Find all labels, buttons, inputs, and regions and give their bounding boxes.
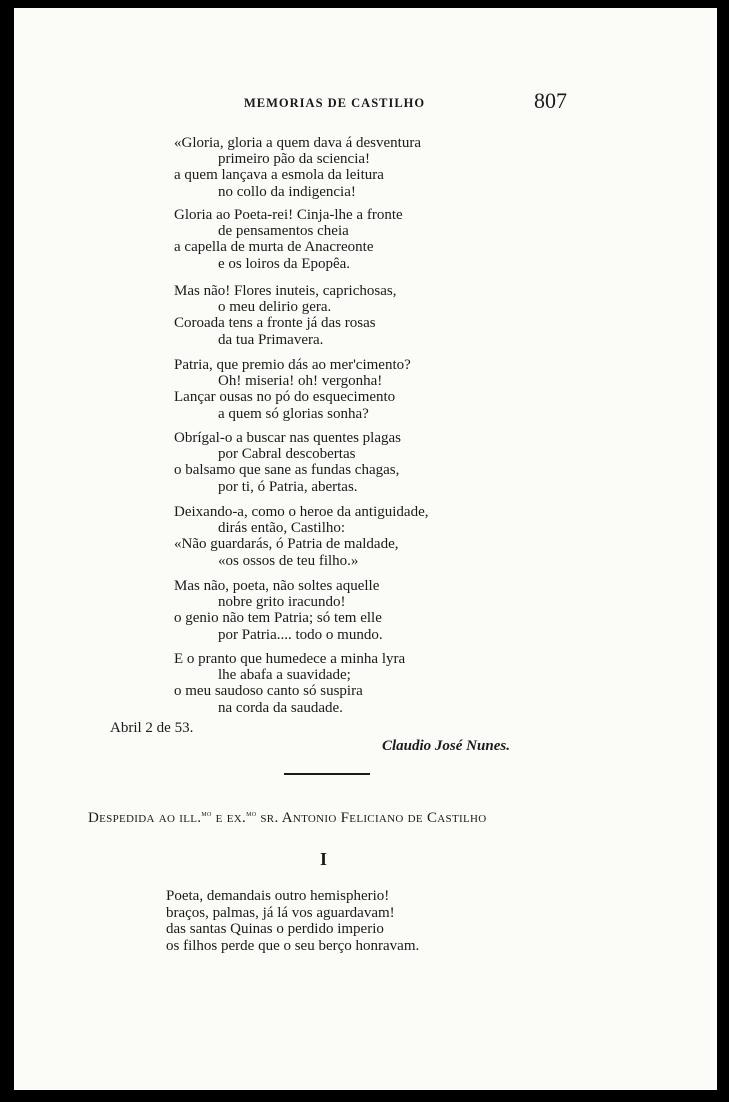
verse-line: Patria, que premio dás ao mer'cimento? <box>174 357 411 373</box>
verse-line: Gloria ao Poeta-rei! Cinja-lhe a fronte <box>174 207 403 223</box>
stanza-5 <box>174 430 401 495</box>
verse-line: da tua Primavera. <box>218 331 324 348</box>
section-heading <box>88 808 486 827</box>
heading-sup: mo <box>201 808 212 818</box>
page-number: 807 <box>534 88 567 113</box>
verse-line: Lançar ousas no pó do esquecimento <box>174 389 396 406</box>
verse-line: «Não guardarás, ó Patria de maldade, <box>174 536 399 553</box>
verse-line: o genio não tem Patria; só tem elle <box>174 610 382 627</box>
verse-line: nobre grito iracundo! <box>218 594 346 611</box>
stanza-3 <box>174 283 396 348</box>
date-line: Abril 2 de 53. <box>110 720 194 736</box>
verse-line: Coroada tens a fronte já das rosas <box>174 315 376 332</box>
verse-line: na corda da saudade. <box>218 699 343 716</box>
verse-line: por Cabral descobertas <box>218 446 356 463</box>
verse-line: por Patria.... todo o mundo. <box>218 626 383 643</box>
verse-line: a capella de murta de Anacreonte <box>174 239 374 256</box>
verse-line: «Gloria, gloria a quem dava á desventura <box>174 135 421 151</box>
verse-line: Mas não! Flores inuteis, caprichosas, <box>174 283 397 299</box>
section-divider <box>284 773 370 775</box>
verse-line: «os ossos de teu filho.» <box>218 552 359 569</box>
book-page <box>14 8 717 1090</box>
verse-line: o meu delirio gera. <box>218 299 332 316</box>
stanza-6 <box>174 504 429 569</box>
running-header: MEMORIAS DE CASTILHO <box>244 96 426 110</box>
poem-stanza-final <box>166 888 419 954</box>
verse-line: Oh! miseria! oh! vergonha! <box>218 373 383 390</box>
heading-sup: mo <box>246 808 257 818</box>
verse-line: Obrígal-o a buscar nas quentes plagas <box>174 430 402 446</box>
verse-line: o meu saudoso canto só suspira <box>174 683 363 700</box>
verse-line: no collo da indigencia! <box>218 183 356 200</box>
heading-part: sr. Antonio Feliciano de Castilho <box>256 810 487 826</box>
verse-line: por ti, ó Patria, abertas. <box>218 478 358 495</box>
stanza-7 <box>174 578 383 643</box>
verse-line: das santas Quinas o perdido imperio <box>166 921 384 938</box>
verse-line: dirás então, Castilho: <box>218 520 346 537</box>
stanza-1 <box>174 135 421 200</box>
stanza-2 <box>174 207 403 272</box>
verse-line: a quem só glorias sonha? <box>218 405 369 422</box>
verse-line: lhe abafa a suavidade; <box>218 667 351 684</box>
stanza-4 <box>174 357 411 422</box>
verse-line: Poeta, demandais outro hemispherio! <box>166 888 390 904</box>
verse-line: de pensamentos cheia <box>218 223 349 240</box>
stanza-8 <box>174 651 405 716</box>
heading-part: e ex. <box>211 810 247 826</box>
verse-line: Deixando-a, como o heroe da antiguidade, <box>174 504 429 520</box>
verse-line: os filhos perde que o seu berço honravam. <box>166 937 420 954</box>
verse-line: braços, palmas, já lá vos aguardavam! <box>166 904 395 921</box>
verse-line: e os loiros da Epopêa. <box>218 255 351 272</box>
verse-line: Mas não, poeta, não soltes aquelle <box>174 578 380 594</box>
section-numeral: I <box>320 849 328 869</box>
verse-line: E o pranto que humedece a minha lyra <box>174 651 406 667</box>
heading-part: Despedida ao ill. <box>88 810 202 826</box>
verse-line: primeiro pão da sciencia! <box>218 151 371 168</box>
verse-line: a quem lançava a esmola da leitura <box>174 167 384 184</box>
verse-line: o balsamo que sane as fundas chagas, <box>174 462 400 479</box>
author-signature: Claudio José Nunes. <box>382 738 510 754</box>
